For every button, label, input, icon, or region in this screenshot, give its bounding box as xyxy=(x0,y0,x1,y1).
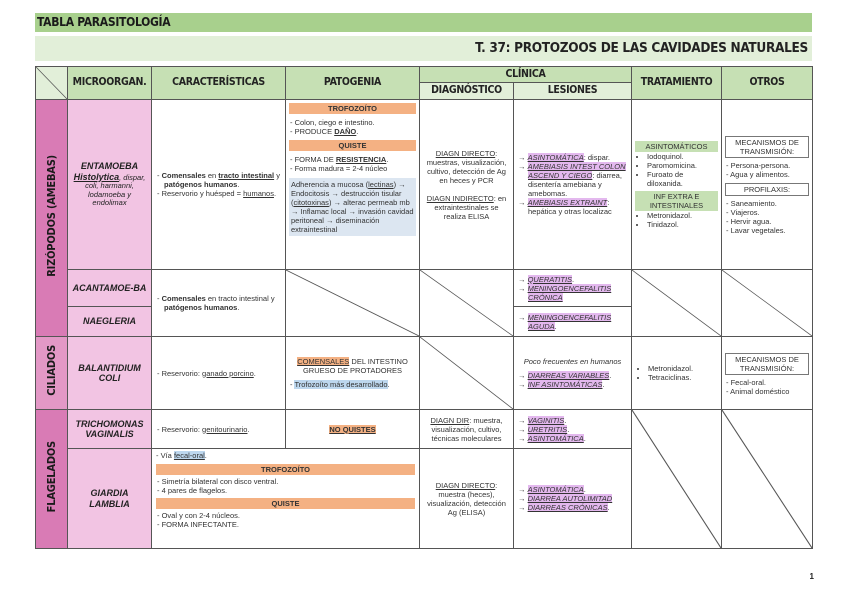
flagelados-otros-empty xyxy=(722,410,813,549)
header-caracteristicas: CARACTERÍSTICAS xyxy=(152,67,286,100)
group-rizopodos: RIZÓPODOS (AMEBAS) xyxy=(36,100,68,337)
quiste-label: QUISTE xyxy=(289,140,416,151)
organism-balantidium: BALANTIDIUM COLI xyxy=(68,337,152,410)
header-clinica: CLÍNICA xyxy=(420,67,632,83)
group-flagelados: FLAGELADOS xyxy=(36,410,68,549)
organism-entamoeba: ENTAMOEBA Histolytica, dispar, coli, harmanni, lodamoeba y endolimax xyxy=(68,100,152,270)
balantidium-otros: MECANISMOS DE TRANSMISIÓN: - Fecal-oral. - Animal doméstico xyxy=(722,337,813,410)
entamoeba-tratamiento: ASINTOMÁTICOS • Iodoquinol. • Paromomicina. • Furoato de diloxanida. INF EXTRA E INTESTINALES • Metronidazol. • Tinidazol. xyxy=(632,100,722,270)
header-tratamiento: TRATAMIENTO xyxy=(632,67,722,100)
balantidium-tratamiento: • Metronidazol. • Tetraciclinas. xyxy=(632,337,722,410)
trichomonas-diagnostico: DIAGN DIR: muestra, visualización, cultivo, técnicas moleculares xyxy=(420,410,514,449)
balantidium-caracteristicas: - Reservorio: ganado porcino. xyxy=(152,337,286,410)
header-lesiones: LESIONES xyxy=(514,83,632,100)
course-title: TABLA PARASITOLOGÍA xyxy=(35,13,812,32)
amebas-libres-caracteristicas: - Comensales en tracto intestinal y patógenos humanos. xyxy=(152,270,286,337)
header-diagnostico: DIAGNÓSTICO xyxy=(420,83,514,100)
giardia-quiste-label: QUISTE xyxy=(156,498,415,509)
amebas-libres-patogenia-empty xyxy=(286,270,420,337)
balantidium-diagnostico-empty xyxy=(420,337,514,410)
header-patogenia: PATOGENIA xyxy=(286,67,420,100)
entamoeba-diagnostico: DIAGN DIRECTO: muestras, visualización, cultivo, detección de Ag en heces y PCR DIAGN INDIRECTO: en extraintestinales se realiza ELISA xyxy=(420,100,514,270)
header-microorg: MICROORGAN. xyxy=(68,67,152,100)
balantidium-patogenia: COMENSALES DEL INTESTINO GRUESO DE PROTADORES - Trofozoíto más desarrollado. xyxy=(286,337,420,410)
flagelados-tratamiento-empty xyxy=(632,410,722,549)
organism-acanthamoeba: ACANTAMOE-BA xyxy=(68,270,152,307)
group-ciliados: CILIADOS xyxy=(36,337,68,410)
acanthamoeba-lesiones: → QUERATITIS. → MENINGOENCEFALITIS CRÓNICA xyxy=(514,270,632,307)
trofozoito-label: TROFOZOÍTO xyxy=(289,103,416,114)
entamoeba-lesiones: → ASINTOMÁTICA: dispar. → AMEBIASIS INTEST COLON ASCEND Y CIEGO: diarrea, disentería amebiana y amebomas. → AMEBIASIS EXTRAINT: hepática y otras localizac xyxy=(514,100,632,270)
mecanismo-patogenico: Adherencia a mucosa (lectinas) → Endocitosis → destrucción tisular (citotoxinas) → alterac permeab mb → Inflamac local → invasión cavidad peritoneal → diseminación extraintestinal xyxy=(289,178,416,236)
amebas-libres-otros-empty xyxy=(722,270,813,337)
naegleria-lesiones: → MENINGOENCEFALITIS AGUDA. xyxy=(514,307,632,337)
organism-giardia: GIARDIA LAMBLIA xyxy=(68,449,152,549)
entamoeba-patogenia: TROFOZOÍTO - Colon, ciego e intestino. - PRODUCE DAÑO. QUISTE - FORMA DE RESISTENCIA. - Forma madura = 2-4 núcleo Adherencia a mucosa (lectinas) → Endocitosis → destrucción tisular (citotoxinas) → alterac permeab mb → Inflamac local → invasión cavidad peritoneal → diseminación extraintestinal xyxy=(286,100,420,270)
corner-cell xyxy=(36,67,68,100)
giardia-trofozoito-label: TROFOZOÍTO xyxy=(156,464,415,475)
protozoa-table xyxy=(35,66,813,549)
trichomonas-patogenia: NO QUISTES xyxy=(286,410,420,449)
amebas-libres-diagnostico-empty xyxy=(420,270,514,337)
entamoeba-otros: MECANISMOS DE TRANSMISIÓN: - Persona-persona. - Agua y alimentos. PROFILAXIS: - Saneamiento. - Viajeros. - Hervir agua. - Lavar vegetales. xyxy=(722,100,813,270)
trichomonas-lesiones: → VAGINITIS. → URETRITIS. → ASINTOMÁTICA. xyxy=(514,410,632,449)
balantidium-lesiones: Poco frecuentes en humanos → DIARREAS VARIABLES. → INF ASINTOMÁTICAS. xyxy=(514,337,632,410)
giardia-lesiones: → ASINTOMÁTICA. → DIARREA AUTOLIMITAD → DIARREAS CRÓNICAS. xyxy=(514,449,632,549)
topic-title: T. 37: PROTOZOOS DE LAS CAVIDADES NATURALES xyxy=(35,36,812,61)
page-number: 1 xyxy=(809,572,814,581)
entamoeba-caracteristicas: - Comensales en tracto intestinal y patógenos humanos. - Reservorio y huésped = humanos. xyxy=(152,100,286,270)
giardia-caracteristicas-patogenia: - Vía fecal-oral. TROFOZOÍTO - Simetría bilateral con disco ventral. - 4 pares de flagelos. QUISTE - Oval y con 2-4 núcleos. - FORMA INFECTANTE. xyxy=(152,449,420,549)
organism-naegleria: NAEGLERIA xyxy=(68,307,152,337)
organism-trichomonas: TRICHOMONAS VAGINALIS xyxy=(68,410,152,449)
trichomonas-caracteristicas: - Reservorio: genitourinario. xyxy=(152,410,286,449)
giardia-diagnostico: DIAGN DIRECTO: muestra (heces), visualización, detección Ag (ELISA) xyxy=(420,449,514,549)
amebas-libres-tratamiento-empty xyxy=(632,270,722,337)
header-otros: OTROS xyxy=(722,67,813,100)
